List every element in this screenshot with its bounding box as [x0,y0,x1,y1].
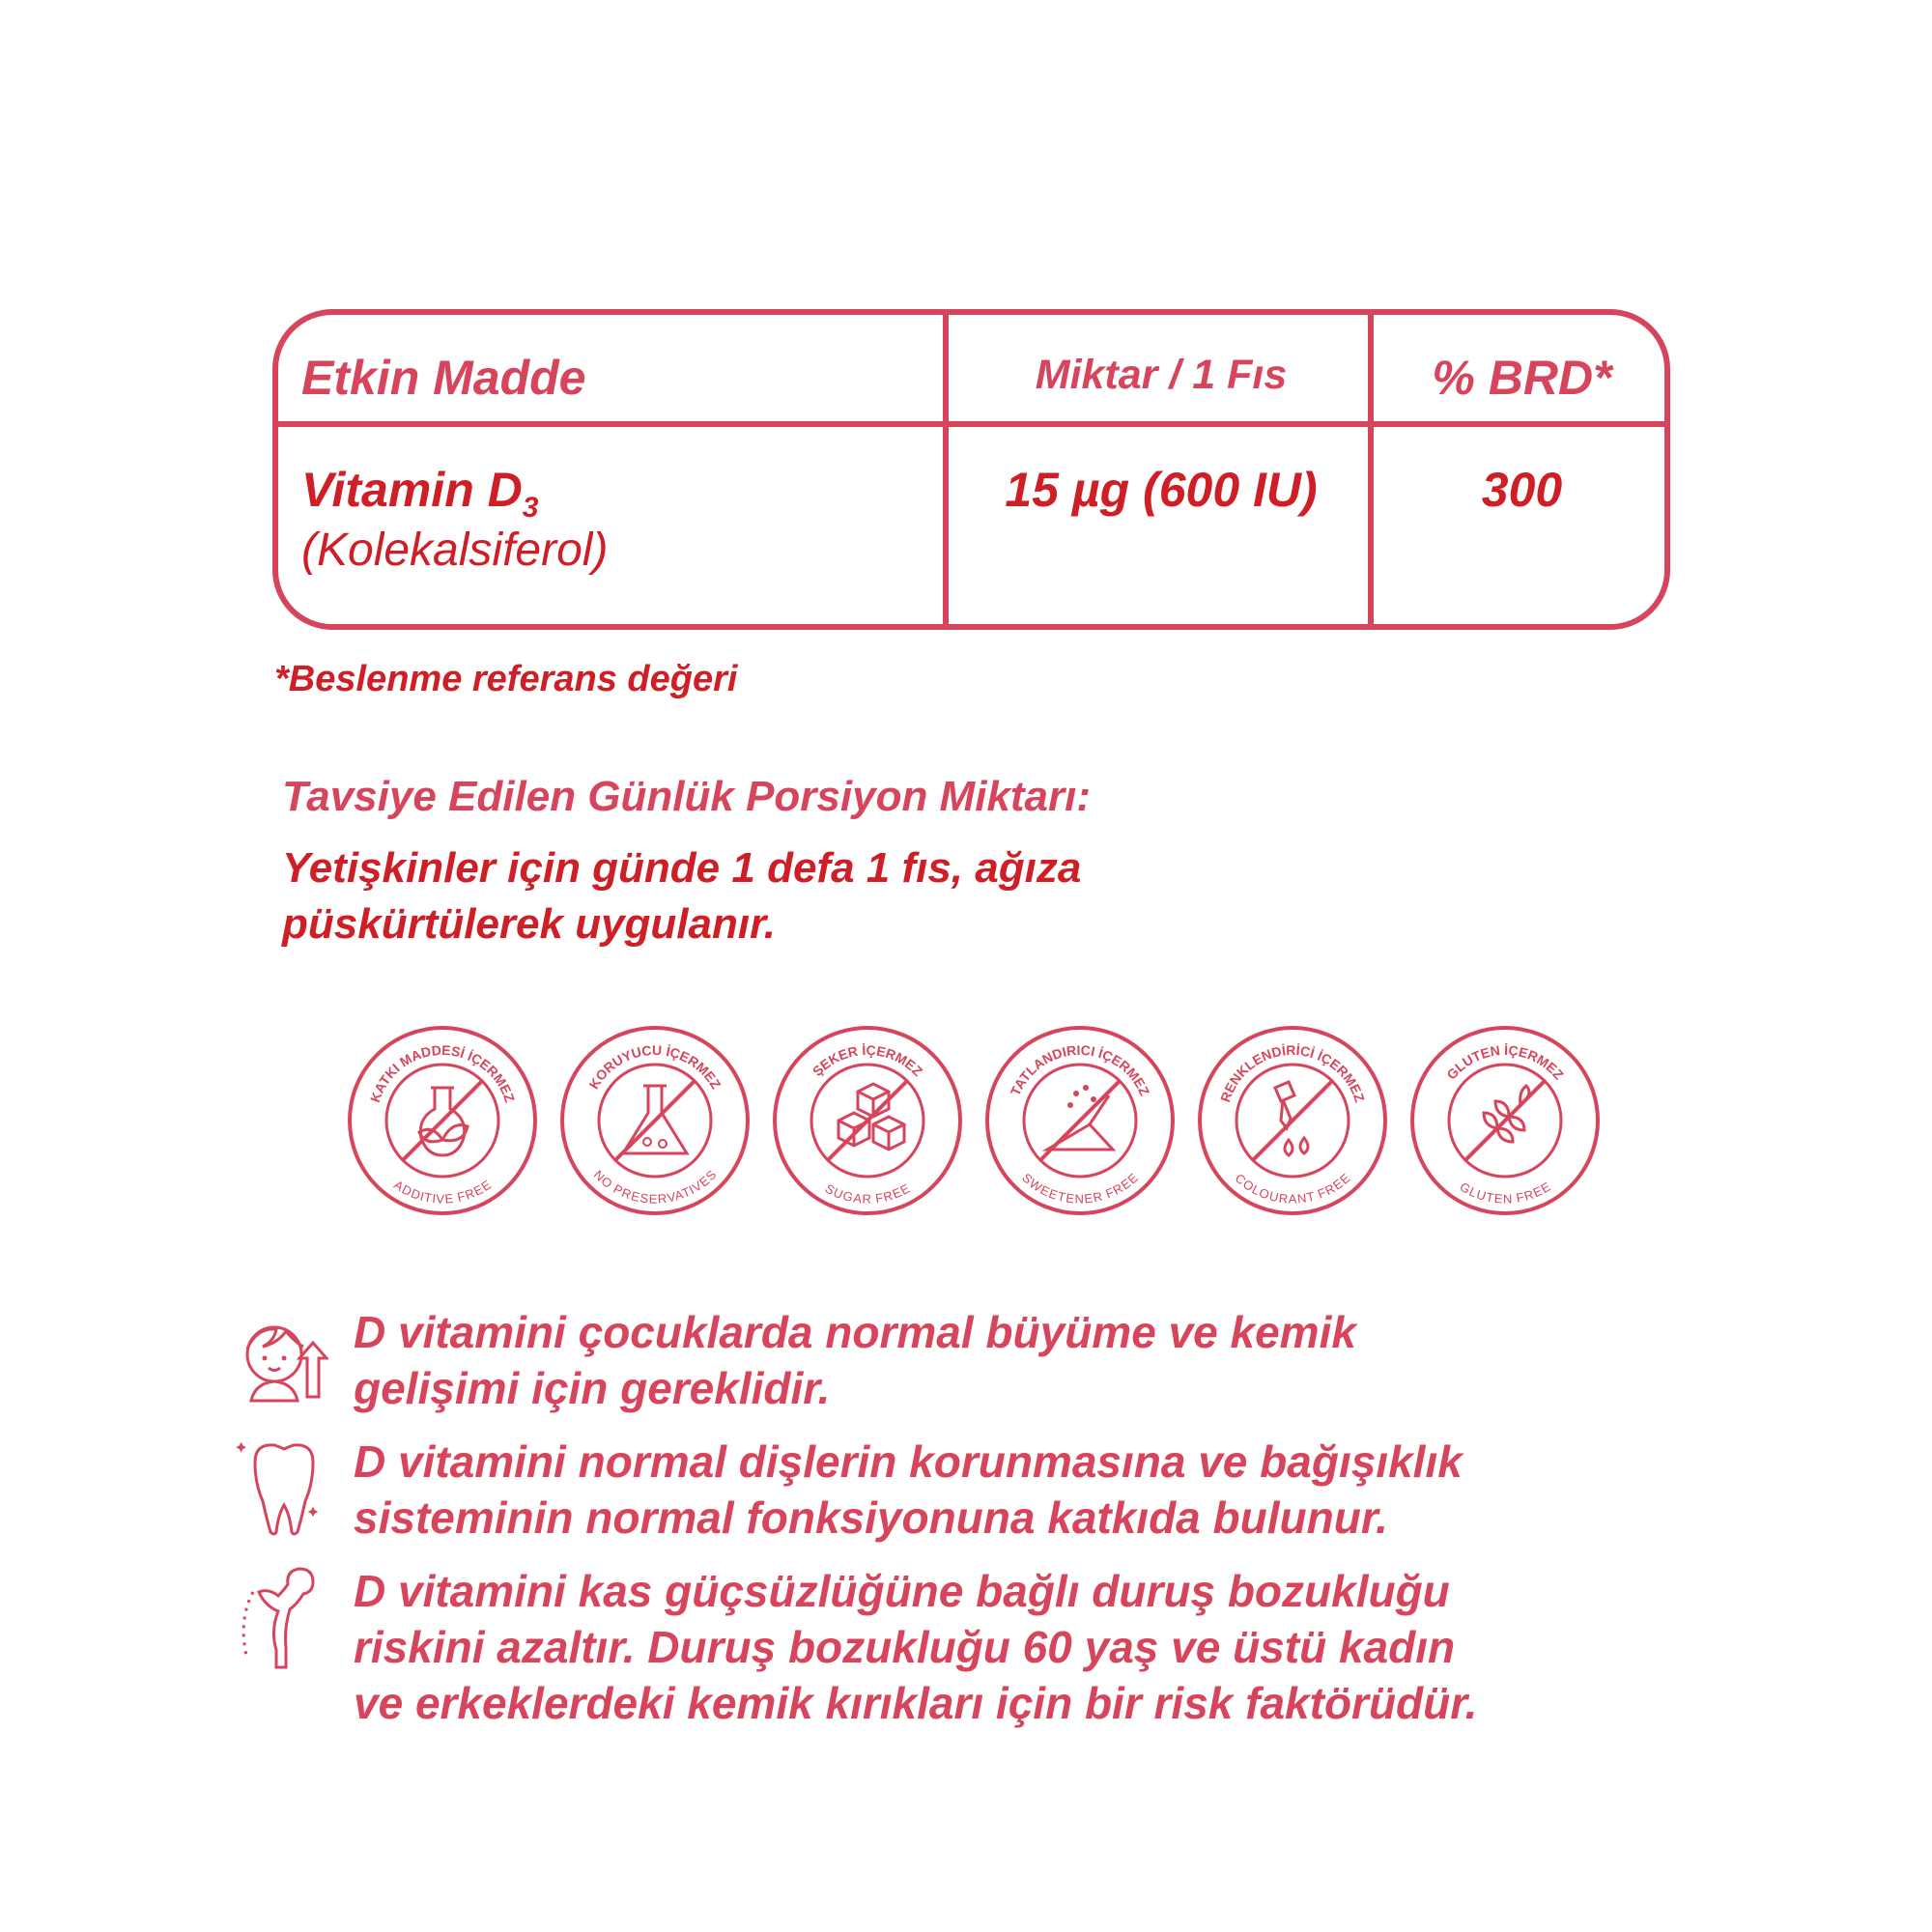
sugar-cubes-icon [771,1024,964,1217]
svg-text:ŞEKER İÇERMEZ: ŞEKER İÇERMEZ [809,1041,926,1080]
header-amount: Miktar / 1 Fıs [1035,352,1288,398]
child-growth-icon [232,1304,328,1410]
badge-no-preservatives [558,1024,752,1217]
serving-line: püskürtülerek uygulanır. [282,900,777,948]
ingredient-brd: 300 [1481,463,1563,517]
svg-text:KORUYUCU İÇERMEZ: KORUYUCU İÇERMEZ [585,1041,724,1093]
svg-text:NO PRESERVATIVES: NO PRESERVATIVES [590,1167,720,1207]
benefit-text [354,1434,1783,1546]
svg-text:RENKLENDİRİCİ İÇERMEZ: RENKLENDİRİCİ İÇERMEZ [1217,1041,1368,1104]
posture-icon [232,1563,328,1669]
sweetener-spoon-icon [983,1024,1177,1217]
ingredient-amount: 15 µg (600 IU) [1005,463,1318,517]
svg-text:KATKI MADDESİ İÇERMEZ: KATKI MADDESİ İÇERMEZ [366,1041,519,1105]
serving-text [282,840,1345,952]
ingredient-name: Vitamin $D_3$ [301,463,539,524]
svg-text:ADDITIVE FREE: ADDITIVE FREE [391,1177,494,1207]
badge-colourant-free [1196,1024,1389,1217]
benefit-line: D vitamini normal dişlerin korunmasına ve bağışıklık [354,1436,1463,1487]
tooth-icon [232,1434,328,1540]
header-brd: % BRD* [1432,351,1612,405]
table-divider [278,421,1664,427]
benefit-line: ve erkeklerdeki kemik kırıkları için bir risk faktörüdür. [354,1678,1478,1728]
flask-leaf-icon [346,1024,539,1217]
badge-sweetener-free [983,1024,1177,1217]
benefit-line: gelişimi için gereklidir. [354,1363,831,1413]
svg-text:GLUTEN İÇERMEZ: GLUTEN İÇERMEZ [1443,1041,1567,1083]
svg-text:SUGAR FREE: SUGAR FREE [822,1180,913,1207]
badge-sugar-free [771,1024,964,1217]
badge-gluten-free [1408,1024,1602,1217]
benefit-text [354,1304,1783,1416]
badge-additive-free [346,1024,539,1217]
benefit-line: D vitamini kas güçsüzlüğüne bağlı duruş bozukluğu [354,1566,1450,1616]
serving-line: Yetişkinler için günde 1 defa 1 fıs, ağıza [282,844,1082,892]
svg-text:SWEETENER FREE: SWEETENER FREE [1019,1170,1141,1207]
benefit-text [354,1563,1783,1731]
serving-title: Tavsiye Edilen Günlük Porsiyon Miktarı: [282,773,1092,820]
dropper-icon [1196,1024,1389,1217]
ingredient-subname: (Kolekalsiferol) [301,525,609,576]
erlenmeyer-icon [558,1024,752,1217]
svg-text:TATLANDIRICI İÇERMEZ: TATLANDIRICI İÇERMEZ [1007,1041,1153,1098]
svg-text:COLOURANT FREE: COLOURANT FREE [1232,1170,1353,1207]
benefit-line: riskini azaltır. Duruş bozukluğu 60 yaş ve üstü kadın [354,1622,1456,1672]
benefit-line: sisteminin normal fonksiyonuna katkıda bulunur. [354,1492,1388,1543]
nutrition-table [272,309,1670,630]
footnote: *Beslenme referans değeri [274,659,738,699]
benefit-line: D vitamini çocuklarda normal büyüme ve kemik [354,1307,1356,1357]
wheat-icon [1408,1024,1602,1217]
header-ingredient: Etkin Madde [301,351,586,405]
svg-text:GLUTEN FREE: GLUTEN FREE [1457,1179,1553,1207]
